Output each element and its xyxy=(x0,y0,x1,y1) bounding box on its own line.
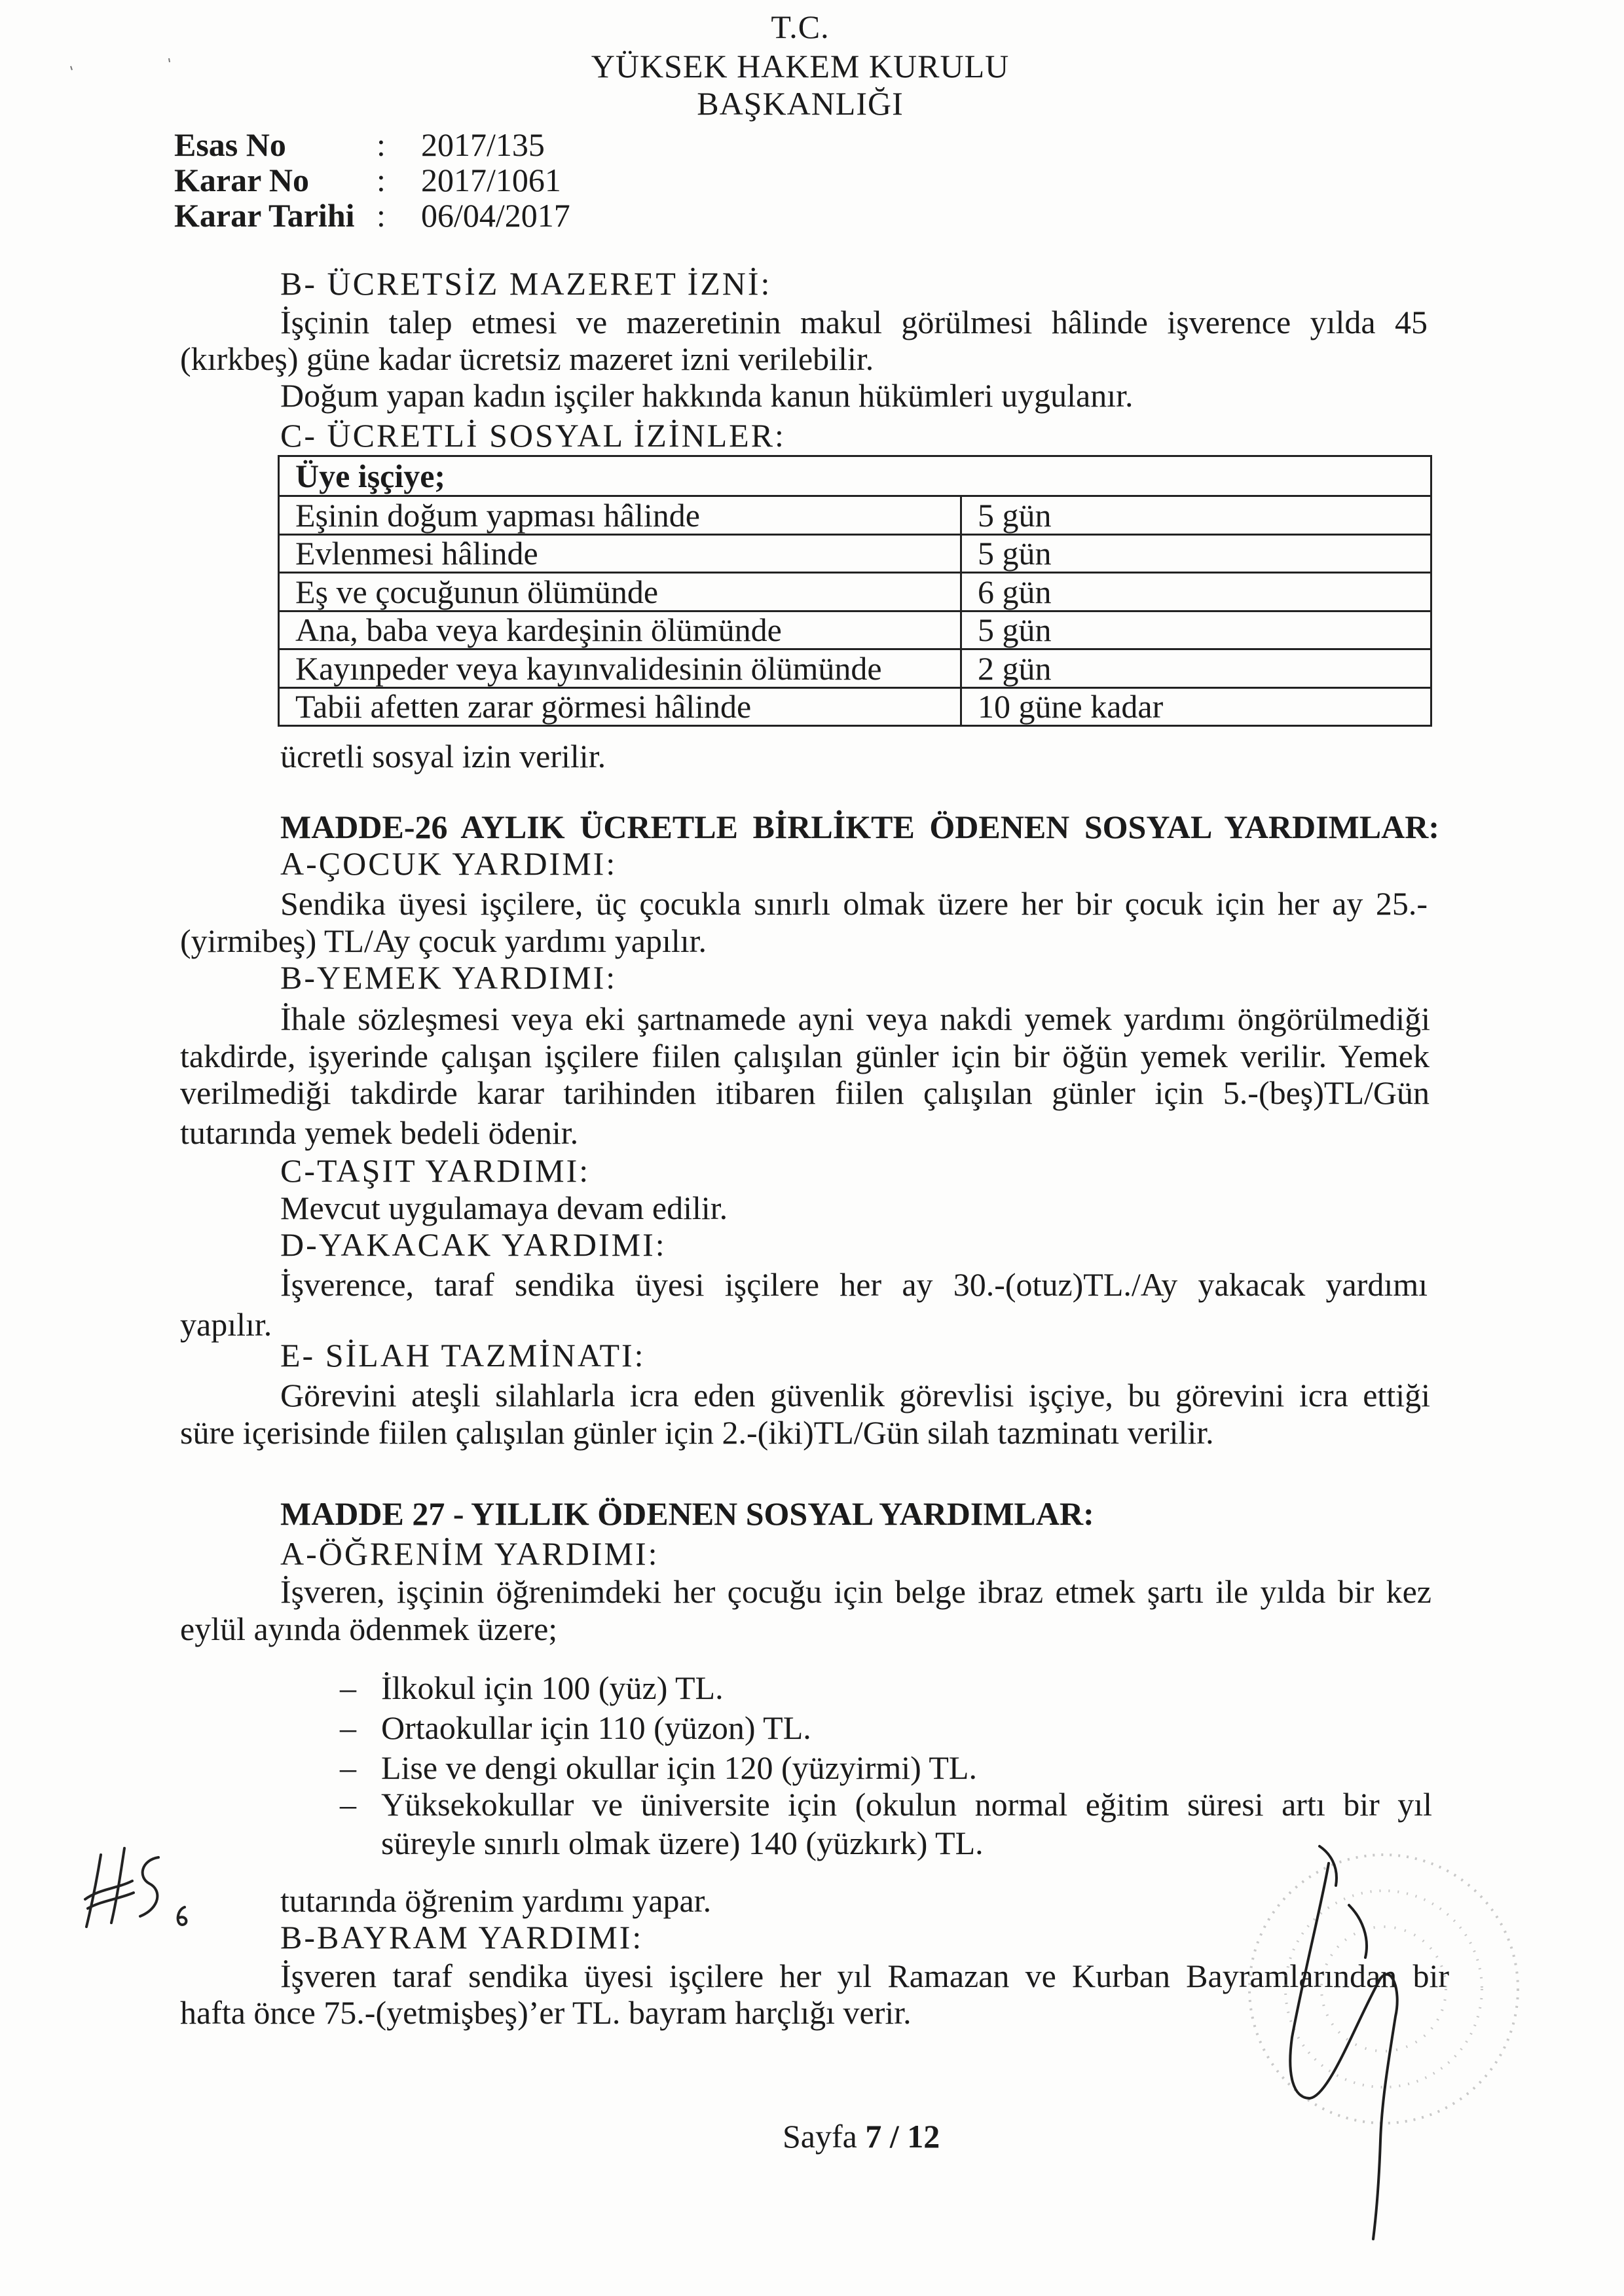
leave-days-cell: 5 gün xyxy=(960,536,1430,572)
list-bullet: – xyxy=(340,1786,356,1823)
table-row xyxy=(280,572,1430,610)
leave-case-cell: Tabii afetten zarar görmesi hâlinde xyxy=(295,688,752,725)
education-aid-heading: A-ÖĞRENİM YARDIMI: xyxy=(280,1535,659,1572)
meal-aid-line: tutarında yemek bedeli ödenir. xyxy=(180,1114,579,1151)
decision-no-label: Karar No xyxy=(174,162,309,198)
list-item-continuation: süreyle sınırlı olmak üzere) 140 (yüzkırk) TL. xyxy=(381,1825,984,1861)
faint-stamp xyxy=(1249,1855,1518,2123)
decision-date-separator: : xyxy=(377,197,386,234)
article-26-title: MADDE-26 AYLIK ÜCRETLE BİRLİKTE ÖDENEN SOSYAL YARDIMLAR: xyxy=(280,809,1439,845)
leave-days-cell: 6 gün xyxy=(960,574,1430,610)
meal-aid-line: verilmediği takdirde karar tarihinden itibaren fiilen çalışılan günler için 5.-(beş)TL/Gün xyxy=(180,1074,1430,1111)
table-header-cell: Üye işçiye; xyxy=(295,458,446,494)
education-aid-line: eylül ayında ödenmek üzere; xyxy=(180,1611,558,1647)
education-aid-closing: tutarında öğrenim yardımı yapar. xyxy=(280,1882,712,1919)
decision-date-value: 06/04/2017 xyxy=(421,197,570,234)
fuel-aid-line: İşverence, taraf sendika üyesi işçilere her ay 30.-(otuz)TL./Ay yakacak yardımı xyxy=(280,1266,1428,1303)
handwritten-initials xyxy=(79,1843,196,1935)
list-bullet: – xyxy=(340,1749,356,1786)
fuel-aid-line: yapılır. xyxy=(180,1306,272,1343)
case-no-label: Esas No xyxy=(174,126,286,163)
meal-aid-line: İhale sözleşmesi veya eki şartnamede ayni veya nakdi yemek yardımı öngörülmediği xyxy=(280,1000,1430,1037)
list-item: İlkokul için 100 (yüz) TL. xyxy=(381,1669,724,1706)
transport-aid-heading: C-TAŞIT YARDIMI: xyxy=(280,1152,591,1189)
header-board-name: YÜKSEK HAKEM KURULU xyxy=(591,48,1010,84)
list-item: Yüksekokullar ve üniversite için (okulun normal eğitim süresi artı bir yıl xyxy=(381,1786,1432,1823)
header-tc: T.C. xyxy=(771,9,830,45)
leave-case-cell: Eşinin doğum yapması hâlinde xyxy=(295,496,700,534)
holiday-aid-heading: B-BAYRAM YARDIMI: xyxy=(280,1919,644,1956)
weapon-allowance-line: Görevini ateşli silahlarla icra eden güvenlik görevlisi işçiye, bu görevini icra ettiği xyxy=(280,1377,1430,1413)
education-aid-line: İşveren, işçinin öğrenimdeki her çocuğu için belge ibraz etmek şartı ile yılda bir kez xyxy=(280,1573,1431,1610)
list-bullet: – xyxy=(340,1669,356,1706)
child-aid-heading: A-ÇOCUK YARDIMI: xyxy=(280,845,618,882)
holiday-aid-line: İşveren taraf sendika üyesi işçilere her yıl Ramazan ve Kurban Bayramlarından bir xyxy=(280,1958,1449,1994)
scan-speck-marks xyxy=(65,56,177,75)
paid-leave-table xyxy=(278,455,1432,727)
header-office: BAŞKANLIĞI xyxy=(697,85,904,122)
page-footer xyxy=(783,2118,940,2155)
meal-aid-heading: B-YEMEK YARDIMI: xyxy=(280,959,618,996)
leave-case-cell: Evlenmesi hâlinde xyxy=(295,535,538,572)
transport-aid-line: Mevcut uygulamaya devam edilir. xyxy=(280,1190,728,1226)
unpaid-leave-line: Doğum yapan kadın işçiler hakkında kanun hükümleri uygulanır. xyxy=(280,377,1134,414)
table-row xyxy=(280,495,1430,534)
signature xyxy=(1290,1846,1397,2239)
fuel-aid-heading: D-YAKACAK YARDIMI: xyxy=(280,1226,667,1263)
holiday-aid-line: hafta önce 75.-(yetmişbeş)’er TL. bayram harçlığı verir. xyxy=(180,1994,912,2031)
page-number: 7 / 12 xyxy=(865,2118,940,2155)
decision-date-label: Karar Tarihi xyxy=(174,197,355,234)
decision-no-separator: : xyxy=(377,162,386,198)
leave-days-cell: 5 gün xyxy=(960,612,1430,649)
unpaid-leave-heading: B- ÜCRETSİZ MAZERET İZNİ: xyxy=(280,265,772,302)
list-item: Lise ve dengi okullar için 120 (yüzyirmi) TL. xyxy=(381,1749,977,1786)
stamp-and-signature xyxy=(1198,1827,1539,2272)
leave-case-cell: Ana, baba veya kardeşinin ölümünde xyxy=(295,611,782,649)
case-no-value: 2017/135 xyxy=(421,126,545,163)
paid-leave-heading: C- ÜCRETLİ SOSYAL İZİNLER: xyxy=(280,417,786,454)
case-no-separator: : xyxy=(377,126,386,163)
leave-days-cell: 10 güne kadar xyxy=(960,689,1430,725)
decision-no-value: 2017/1061 xyxy=(421,162,561,198)
paid-leave-closing: ücretli sosyal izin verilir. xyxy=(280,738,606,774)
list-bullet: – xyxy=(340,1709,356,1746)
table-row xyxy=(280,687,1430,725)
list-item: Ortaokullar için 110 (yüzon) TL. xyxy=(381,1709,811,1746)
weapon-allowance-heading: E- SİLAH TAZMİNATI: xyxy=(280,1337,646,1374)
leave-case-cell: Kayınpeder veya kayınvalidesinin ölümünde xyxy=(295,649,882,687)
table-header-row xyxy=(280,457,1430,495)
page-label: Sayfa xyxy=(783,2118,857,2155)
child-aid-line: Sendika üyesi işçilere, üç çocukla sınırlı olmak üzere her bir çocuk için her ay 25.- xyxy=(280,885,1428,922)
leave-days-cell: 2 gün xyxy=(960,650,1430,687)
unpaid-leave-line: İşçinin talep etmesi ve mazeretinin makul görülmesi hâlinde işverence yılda 45 xyxy=(280,304,1428,340)
weapon-allowance-line: süre içerisinde fiilen çalışılan günler için 2.-(iki)TL/Gün silah tazminatı verilir. xyxy=(180,1414,1214,1451)
leave-case-cell: Eş ve çocuğunun ölümünde xyxy=(295,573,659,610)
unpaid-leave-line: (kırkbeş) güne kadar ücretsiz mazeret izni verilebilir. xyxy=(180,340,874,377)
table-row xyxy=(280,648,1430,687)
meal-aid-line: takdirde, işyerinde çalışan işçilere fiilen çalışılan günler için bir öğün yemek verilir. Yemek xyxy=(180,1038,1430,1074)
table-row xyxy=(280,610,1430,649)
article-27-title: MADDE 27 - YILLIK ÖDENEN SOSYAL YARDIMLAR: xyxy=(280,1495,1094,1532)
table-row xyxy=(280,534,1430,572)
leave-days-cell: 5 gün xyxy=(960,497,1430,534)
child-aid-line: (yirmibeş) TL/Ay çocuk yardımı yapılır. xyxy=(180,922,707,959)
